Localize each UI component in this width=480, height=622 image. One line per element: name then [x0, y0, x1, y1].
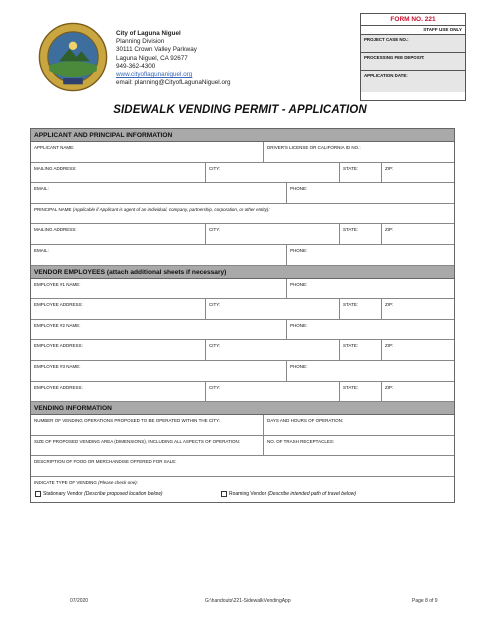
vending-type-note: (Please check one): [98, 479, 138, 485]
description-field[interactable] [31, 456, 454, 476]
checkbox-icon[interactable] [35, 491, 41, 497]
principal-email-field[interactable] [31, 245, 286, 265]
roaming-vendor-checkbox[interactable] [221, 491, 356, 497]
employee-1-phone-field[interactable] [286, 279, 454, 299]
case-no-field[interactable]: PROJECT CASE NO.: [361, 34, 465, 52]
city-label: CITY: [209, 384, 221, 390]
applicant-name-label: APPLICANT NAME: [34, 145, 75, 150]
city-label: CITY: [209, 227, 221, 233]
state-label: STATE: [343, 302, 359, 308]
zip-label: ZIP: [385, 302, 394, 308]
city-label: CITY: [209, 165, 221, 171]
zip-field[interactable] [381, 163, 454, 183]
employee-2-address-field[interactable] [31, 340, 205, 360]
zip-label: ZIP: [385, 343, 394, 349]
form-row [31, 361, 454, 382]
application-form [30, 128, 455, 503]
city-seal-logo [38, 22, 108, 92]
footer-page: Page 8 of 9 [412, 598, 438, 604]
state-label: STATE: [343, 227, 359, 233]
section-employees: VENDOR EMPLOYEES (attach additional sheets if necessary) [31, 266, 454, 279]
employee-3-city-field[interactable] [205, 382, 339, 402]
principal-name-label: PRINCIPAL NAME [34, 206, 72, 212]
num-operations-field[interactable] [31, 415, 263, 435]
phone-label: PHONE: [290, 247, 308, 253]
state-field[interactable] [339, 163, 381, 183]
city-contact-block [116, 30, 231, 87]
principal-name-field[interactable] [31, 204, 454, 224]
form-row [31, 320, 454, 341]
employee-2-state-field[interactable] [339, 340, 381, 360]
form-row [31, 436, 454, 457]
form-row [31, 183, 454, 204]
zip-label: ZIP: [385, 384, 394, 390]
num-operations-label: NUMBER OF VENDING OPERATIONS PROPOSED TO BE OPERATED WITHIN THE CITY: [34, 418, 221, 424]
form-row [31, 204, 454, 225]
phone-field[interactable] [286, 183, 454, 203]
checkbox-icon[interactable] [221, 491, 227, 497]
form-row [31, 456, 454, 477]
roaming-note: (Describe intended path of travel below) [267, 490, 357, 497]
roaming-label: Roaming Vendor [229, 490, 267, 497]
form-row [31, 477, 454, 503]
trash-receptacles-label: NO. OF TRASH RECEPTACLES: [267, 438, 335, 444]
page-title: SIDEWALK VENDING PERMIT - APPLICATION [113, 104, 367, 116]
email-contact[interactable]: email: planning@CityofLagunaNiguel.org [116, 79, 231, 87]
employee-3-state-field[interactable] [339, 382, 381, 402]
form-row [31, 279, 454, 300]
trash-receptacles-field[interactable] [263, 436, 454, 456]
stationary-label: Stationary Vendor [43, 490, 83, 497]
phone-label: PHONE: [290, 186, 308, 192]
principal-city-field[interactable] [205, 224, 339, 244]
principal-mailing-address-field[interactable] [31, 224, 205, 244]
vending-area-size-field[interactable] [31, 436, 263, 456]
zip-label: ZIP: [385, 227, 394, 233]
days-hours-field[interactable] [263, 415, 454, 435]
employee-1-address-field[interactable] [31, 299, 205, 319]
staff-use-label: STAFF USE ONLY [423, 27, 462, 32]
state-label: STATE: [343, 343, 359, 349]
staff-use-box [360, 13, 466, 101]
employee-2-name-field[interactable] [31, 320, 286, 340]
city-label: CITY: [209, 302, 221, 308]
phone-label: PHONE: [290, 281, 308, 287]
employee-address-label: EMPLOYEE ADDRESS: [34, 343, 83, 349]
employee-3-zip-field[interactable] [381, 382, 454, 402]
employee-address-label: EMPLOYEE ADDRESS: [34, 302, 83, 308]
license-field[interactable] [263, 142, 454, 162]
city-name: City of Laguna Niguel [116, 30, 181, 37]
phone-label: PHONE: [290, 322, 308, 328]
fee-deposit-field[interactable]: PROCESSING FEE DEPOSIT: [361, 52, 465, 70]
employee-1-name-label: EMPLOYEE #1 NAME: [34, 281, 81, 287]
employee-2-phone-field[interactable] [286, 320, 454, 340]
vending-area-size-label: SIZE OF PROPOSED VENDING AREA (DIMENSIONS), INCLUDING ALL ASPECTS OF OPERATION: [34, 438, 241, 444]
city-field[interactable] [205, 163, 339, 183]
employee-1-name-field[interactable] [31, 279, 286, 299]
employee-2-zip-field[interactable] [381, 340, 454, 360]
applicant-name-field[interactable] [31, 142, 263, 162]
principal-state-field[interactable] [339, 224, 381, 244]
form-row [31, 245, 454, 266]
employee-3-name-field[interactable] [31, 361, 286, 381]
employee-3-phone-field[interactable] [286, 361, 454, 381]
form-row [31, 142, 454, 163]
email-label: EMAIL: [34, 186, 49, 192]
section-applicant: APPLICANT AND PRINCIPAL INFORMATION [31, 129, 454, 142]
description-label: DESCRIPTION OF FOOD OR MERCHANDISE OFFERED FOR SALE: [34, 459, 177, 465]
mailing-address-label: MAILING ADDRESS: [34, 165, 77, 171]
form-row [31, 382, 454, 403]
employee-3-name-label: EMPLOYEE #3 NAME: [34, 363, 81, 369]
employee-address-label: EMPLOYEE ADDRESS: [34, 384, 83, 390]
form-row [31, 163, 454, 184]
state-label: STATE: [343, 165, 359, 171]
days-hours-label: DAYS AND HOURS OF OPERATION: [267, 418, 344, 424]
form-row [31, 299, 454, 320]
website-link[interactable]: www.cityoflagunaniguel.org [116, 71, 193, 79]
stationary-note: (Describe proposed location below) [84, 490, 163, 497]
phone: 949-362-4300 [116, 62, 156, 70]
mailing-address-label: MAILING ADDRESS: [34, 227, 77, 233]
form-row [31, 340, 454, 361]
principal-phone-field[interactable] [286, 245, 454, 265]
form-row [31, 415, 454, 436]
principal-zip-field[interactable] [381, 224, 454, 244]
zip-label: ZIP: [385, 165, 394, 171]
mailing-address-field[interactable] [31, 163, 205, 183]
employee-1-state-field[interactable] [339, 299, 381, 319]
stationary-vendor-checkbox[interactable] [35, 491, 163, 497]
state-label: STATE: [343, 384, 359, 390]
employee-2-name-label: EMPLOYEE #2 NAME: [34, 322, 81, 328]
division: Planning Division [116, 38, 165, 46]
footer-date: 07/2020 [70, 598, 89, 604]
license-label: DRIVER'S LICENSE OR CALIFORNIA ID NO.: [267, 145, 361, 150]
vending-type-label: INDICATE TYPE OF VENDING [34, 479, 97, 485]
email-field[interactable] [31, 183, 286, 203]
application-date-field[interactable]: APPLICATION DATE: [361, 70, 465, 92]
principal-note: (Applicable if Applicant is agent of an individual, company, partnership, corporation, or other entity): [72, 206, 270, 212]
employee-1-zip-field[interactable] [381, 299, 454, 319]
form-row [31, 224, 454, 245]
address-line-1: 30111 Crown Valley Parkway [116, 46, 197, 54]
address-line-2: Laguna Niguel, CA 92677 [116, 54, 188, 62]
city-label: CITY: [209, 343, 221, 349]
phone-label: PHONE: [290, 363, 308, 369]
employee-3-address-field[interactable] [31, 382, 205, 402]
employee-1-city-field[interactable] [205, 299, 339, 319]
email-label: EMAIL: [34, 247, 49, 253]
section-vending: VENDING INFORMATION [31, 402, 454, 415]
employee-2-city-field[interactable] [205, 340, 339, 360]
form-number: FORM NO. 221 [361, 14, 465, 26]
vending-type-field [31, 477, 454, 503]
footer-path: G:\handouts\221-SidewalkVendingApp [205, 598, 291, 604]
